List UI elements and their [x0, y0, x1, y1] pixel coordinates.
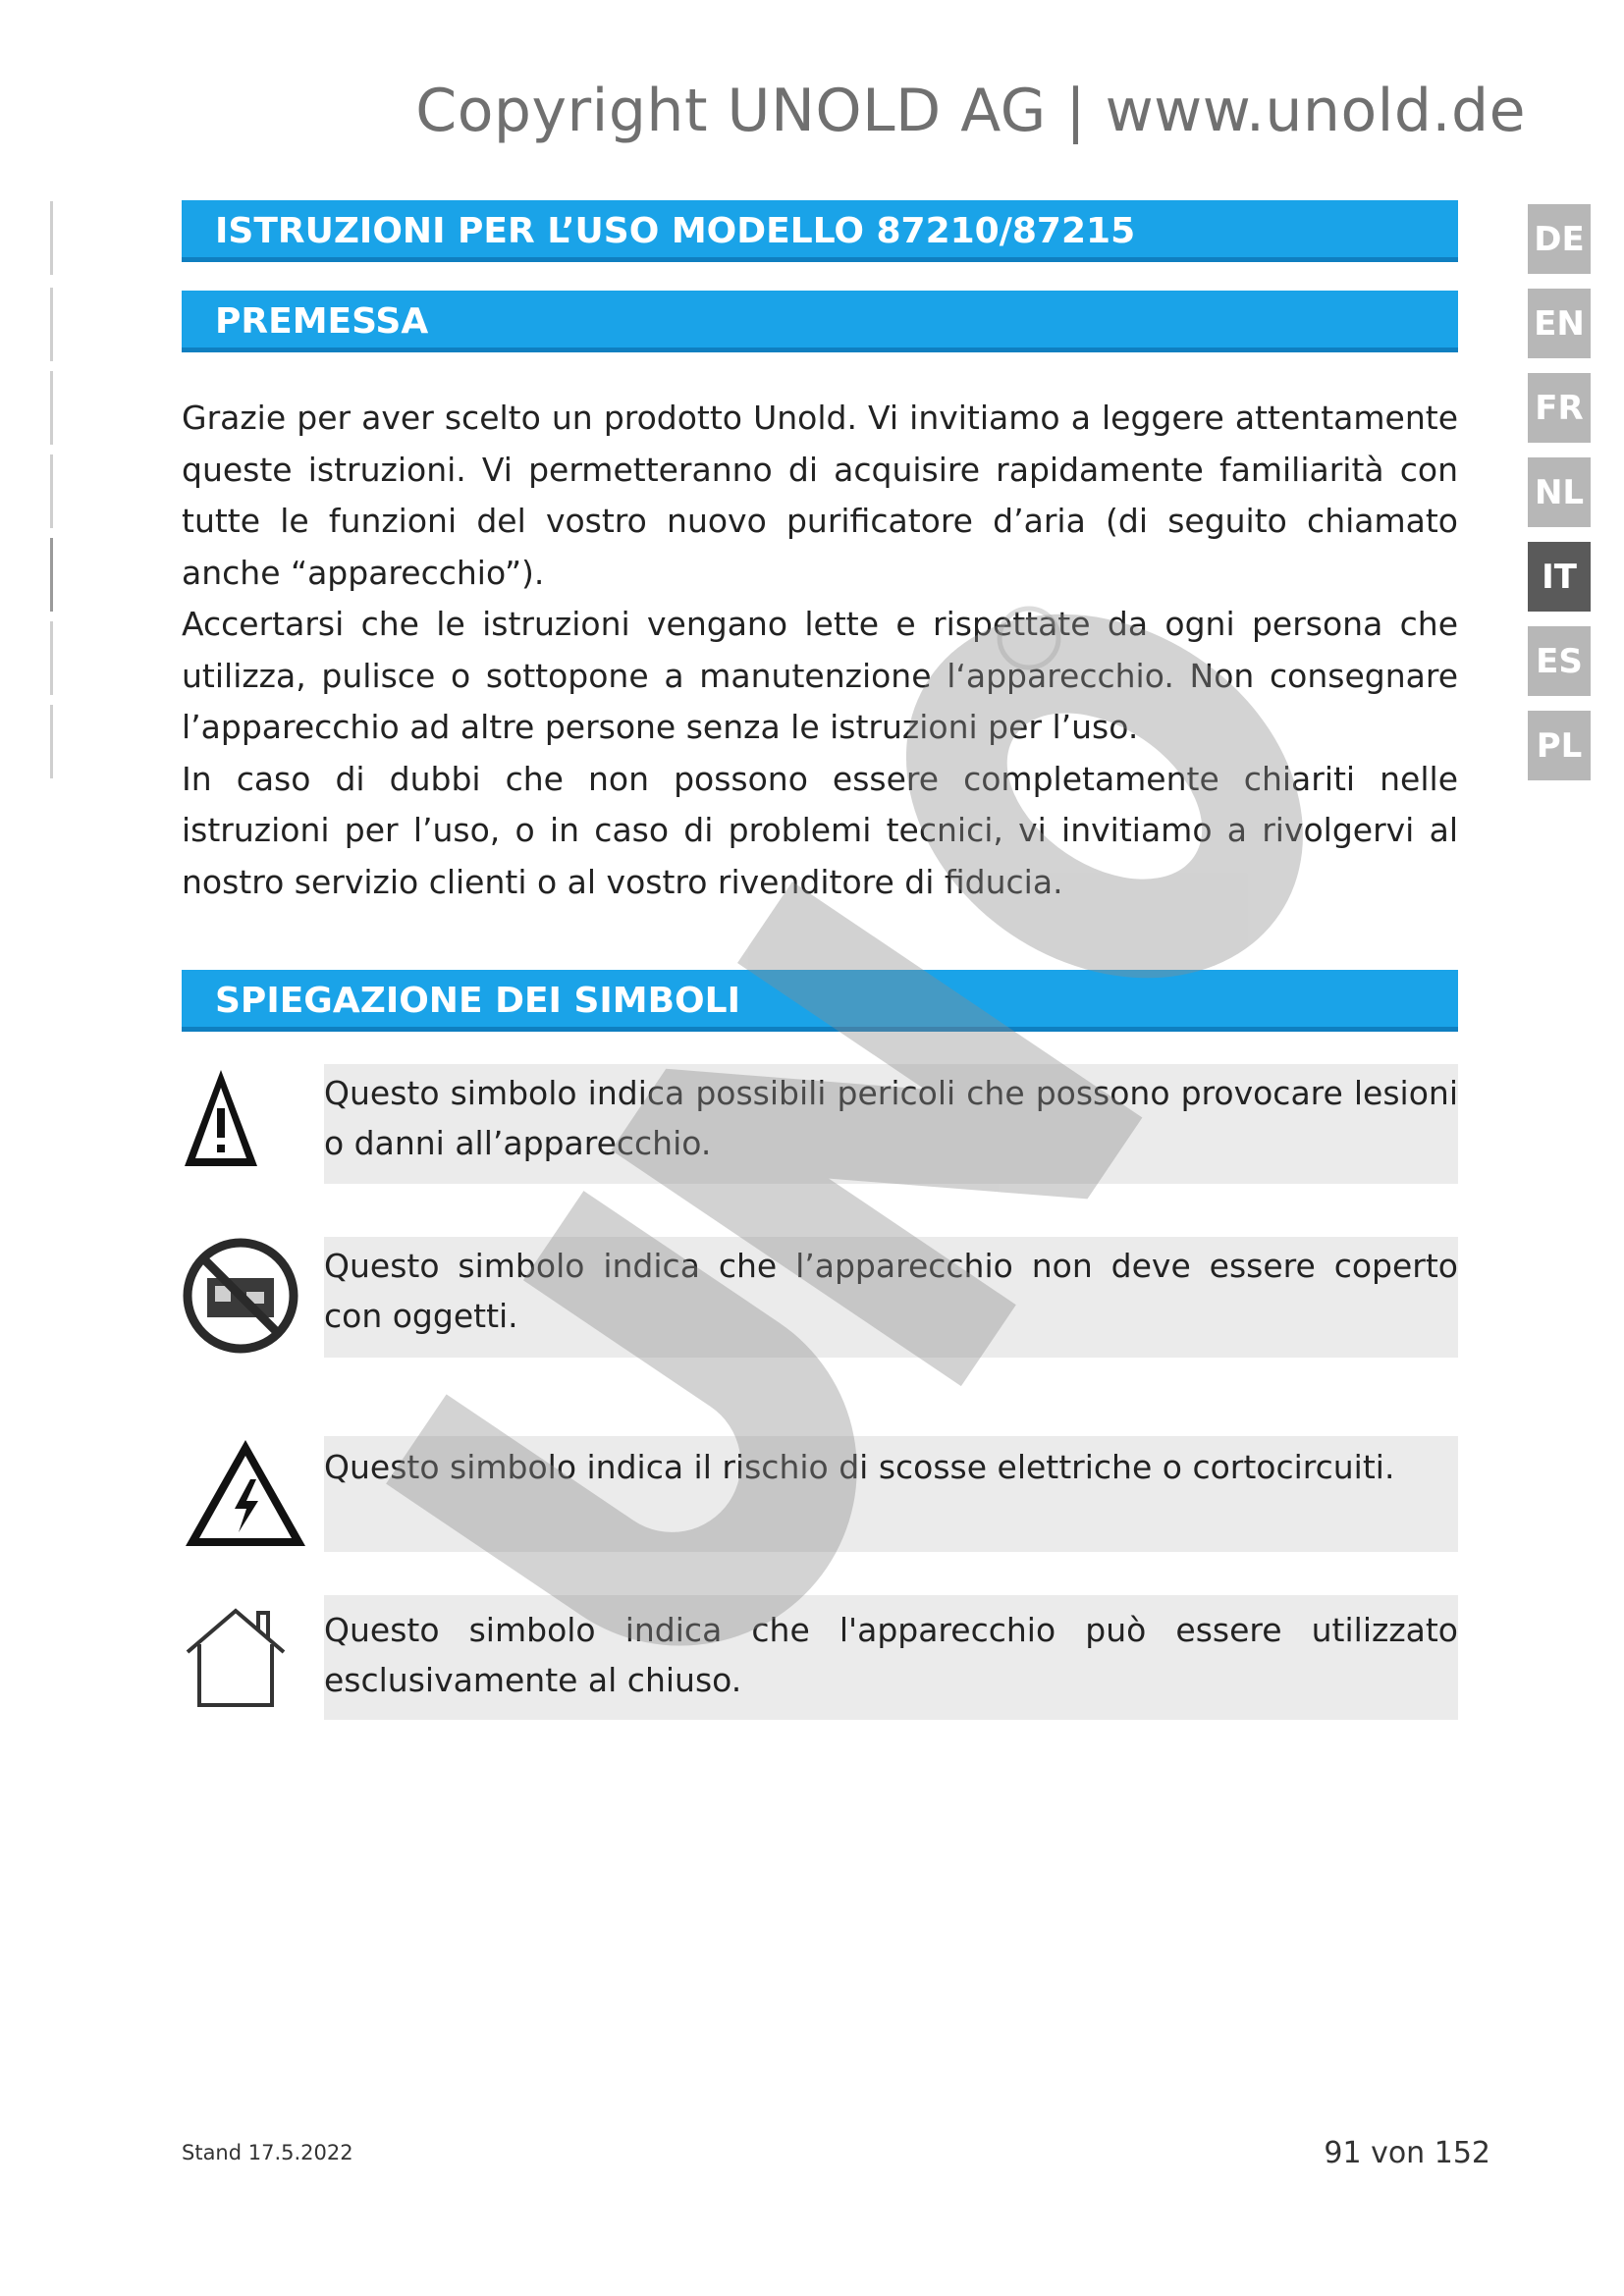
symbol-row-electric — [182, 1436, 1458, 1552]
symbol-description: Questo simbolo indica il rischio di scosse elettriche o cortocircuiti. — [324, 1436, 1458, 1552]
symbol-row-warning — [182, 1064, 1458, 1184]
section-premessa-bar: PREMESSA — [182, 291, 1458, 352]
symbol-description: Questo simbolo indica che l’apparecchio non deve essere coperto con oggetti. — [324, 1237, 1458, 1358]
intro-paragraph-2: Accertarsi che le istruzioni vengano lette e rispettate da ogni persona che utilizza, pulisce o sottopone a manutenzione l‘apparecchio. Non consegnare l’apparecchio ad altre persone senza le istruzioni per l’uso. — [182, 605, 1458, 746]
tab-language-pl[interactable]: PL — [1528, 711, 1591, 780]
tab-language-de[interactable]: DE — [1528, 204, 1591, 274]
tab-language-fr[interactable]: FR — [1528, 373, 1591, 443]
tab-language-nl[interactable]: NL — [1528, 457, 1591, 527]
tab-language-it[interactable]: IT — [1528, 542, 1591, 612]
do-not-cover-icon — [182, 1237, 299, 1355]
margin-rule — [50, 705, 53, 778]
margin-rule — [50, 201, 53, 275]
margin-rule — [50, 288, 53, 361]
copyright-header: Copyright UNOLD AG | www.unold.de — [415, 77, 1526, 145]
footer-page-number: 91 von 152 — [1324, 2136, 1490, 2170]
margin-rule — [50, 538, 53, 612]
intro-paragraph-3: In caso di dubbi che non possono essere completamente chiariti nelle istruzioni per l’uso, o in caso di problemi tecnici, vi invitiamo a rivolgervi al nostro servizio clienti o al vostro rivenditore di fiducia. — [182, 759, 1458, 901]
margin-rule — [50, 454, 53, 528]
margin-rule — [50, 621, 53, 695]
symbol-description: Questo simbolo indica che l'apparecchio può essere utilizzato esclusivamente al chiuso. — [324, 1595, 1458, 1720]
tab-language-en[interactable]: EN — [1528, 289, 1591, 358]
symbol-row-do-not-cover — [182, 1237, 1458, 1358]
intro-text — [182, 393, 1458, 908]
symbol-row-indoor — [182, 1595, 1458, 1720]
warning-triangle-icon — [182, 1064, 260, 1172]
tab-language-es[interactable]: ES — [1528, 626, 1591, 696]
margin-rule — [50, 371, 53, 445]
footer-stand-date: Stand 17.5.2022 — [182, 2141, 353, 2164]
electric-shock-icon — [182, 1436, 309, 1550]
indoor-house-icon — [182, 1603, 290, 1711]
symbol-description: Questo simbolo indica possibili pericoli che possono provocare lesioni o danni all’apparecchio. — [324, 1064, 1458, 1184]
intro-paragraph-1: Grazie per aver scelto un prodotto Unold. Vi invitiamo a leggere attentamente queste istruzioni. Vi permetteranno di acquisire rapidamente familiarità con tutte le funzioni del vostro nuovo purificatore d’aria (di seguito chiamato anche “apparecchio”). — [182, 399, 1458, 592]
section-symbols-bar: SPIEGAZIONE DEI SIMBOLI — [182, 970, 1458, 1032]
section-title-bar: ISTRUZIONI PER L’USO MODELLO 87210/87215 — [182, 200, 1458, 262]
